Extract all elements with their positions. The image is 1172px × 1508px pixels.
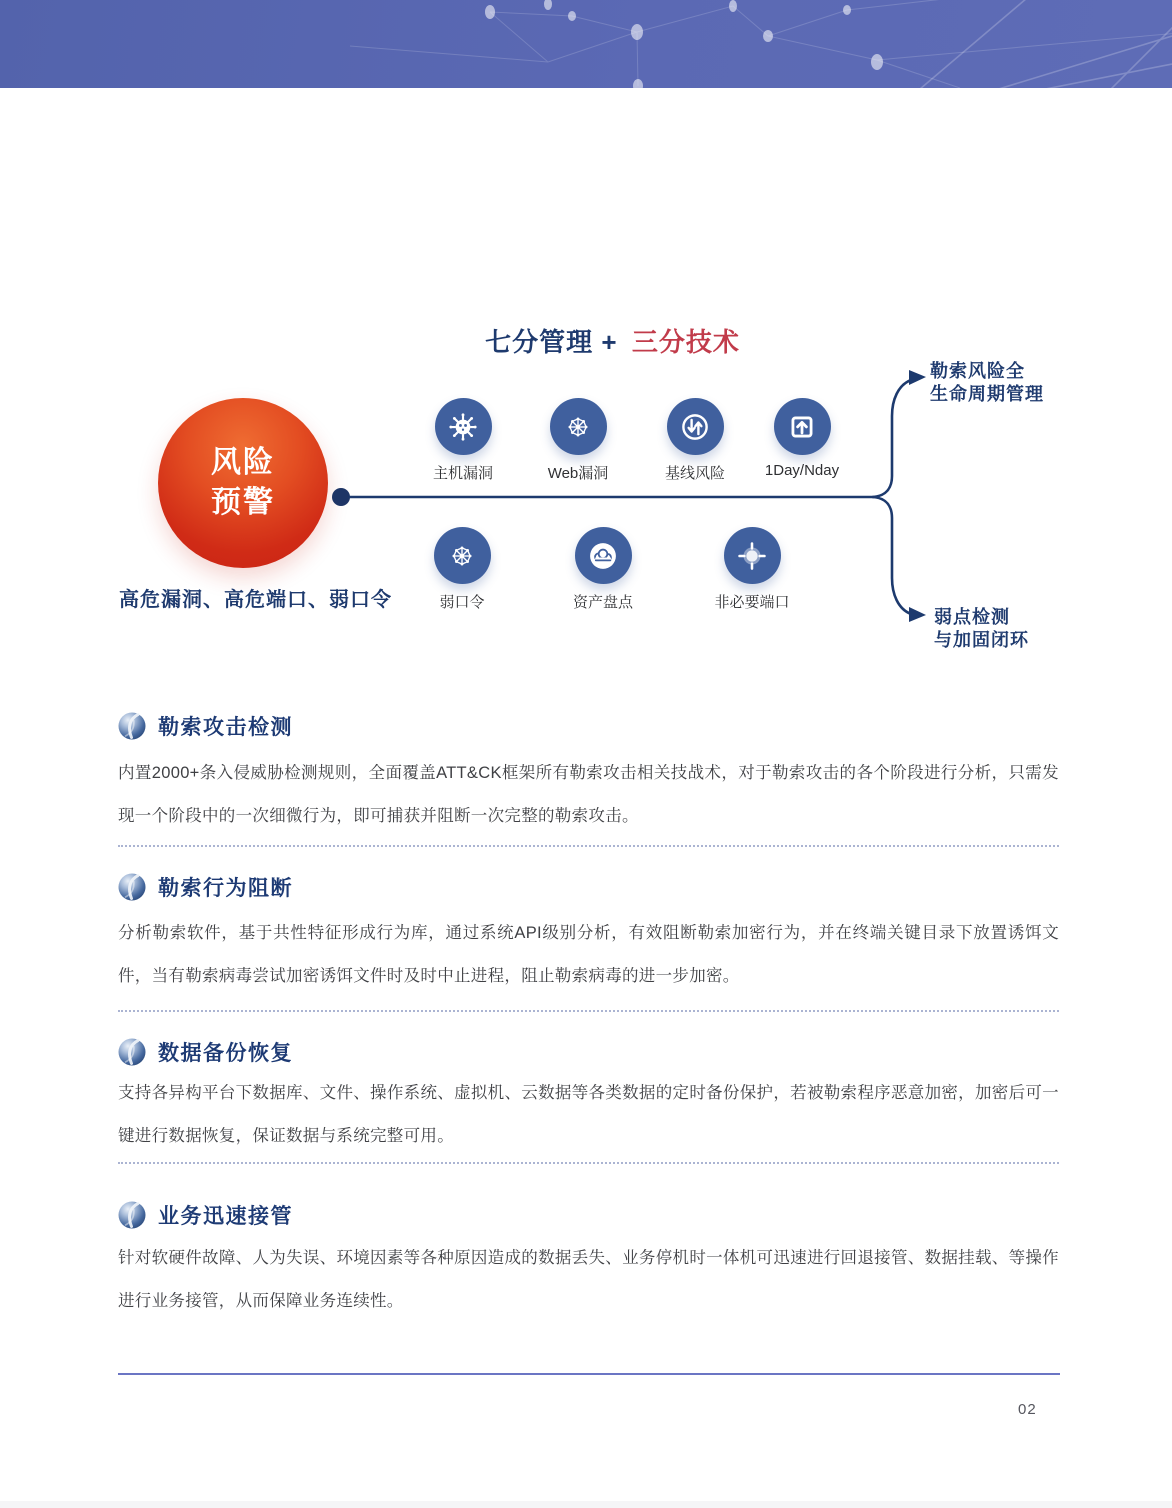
cloud-icon <box>575 527 632 584</box>
dotted-separator <box>118 1162 1059 1164</box>
hub-text-line2: 预警 <box>211 486 275 519</box>
network-pattern-decoration <box>0 0 1172 88</box>
footer-rule <box>118 1373 1060 1375</box>
diagram-item-host-vuln <box>415 398 511 483</box>
icon-label: Web漏洞 <box>547 465 609 482</box>
section-body: 内置2000+条入侵威胁检测规则，全面覆盖ATT&CK框架所有勒索攻击相关技战术，对于勒索攻击的各个阶段进行分析，只需发现一个阶段中的一次细微行为，即可捕获并阻断一次完整的勒索攻击。 <box>118 764 1059 825</box>
section-body: 分析勒索软件，基于共性特征形成行为库，通过系统API级别分析，有效阻断勒索加密行为，并在终端关键目录下放置诱饵文件，当有勒索病毒尝试加密诱饵文件时及时中止进程，阻止勒索病毒的进一步加密。 <box>118 924 1059 985</box>
section-title: 勒索行为阻断 <box>158 877 293 900</box>
web-mesh-icon <box>550 398 607 455</box>
bottom-edge-strip <box>0 1501 1172 1508</box>
icon-label: 非必要端口 <box>714 594 790 611</box>
page-number: 02 <box>1018 1401 1037 1418</box>
outcome-weakness-detection <box>934 606 1029 652</box>
section-title: 数据备份恢复 <box>158 1042 293 1065</box>
diagram-item-1day-nday <box>754 398 850 479</box>
box-up-arrow-icon <box>774 398 831 455</box>
swap-arrows-icon <box>667 398 724 455</box>
section-header-data-backup-recovery <box>117 1037 293 1067</box>
arrow-bottom-icon <box>909 607 926 622</box>
dotted-separator <box>118 1010 1059 1012</box>
risk-warning-hub <box>158 398 328 568</box>
arrow-top-icon <box>909 370 926 385</box>
icon-label: 弱口令 <box>439 594 485 611</box>
section-body: 支持各异构平台下数据库、文件、操作系统、虚拟机、云数据等各类数据的定时备份保护，若被勒索程序恶意加密，加密后可一键进行数据恢复，保证数据与系统完整可用。 <box>118 1084 1059 1145</box>
sphere-logo-icon <box>117 711 147 741</box>
icon-label: 基线风险 <box>664 465 725 482</box>
icon-label: 资产盘点 <box>572 594 633 611</box>
dotted-separator <box>118 845 1059 847</box>
mesh-icon <box>434 527 491 584</box>
sphere-logo-icon <box>117 1037 147 1067</box>
diagram-title <box>0 322 1172 359</box>
section-title: 业务迅速接管 <box>158 1205 293 1228</box>
header-banner <box>0 0 1172 88</box>
diagram-title-right: 三分技术 <box>631 327 740 357</box>
outcome-top-line1: 勒索风险全 <box>930 361 1025 381</box>
hub-caption: 高危漏洞、高危端口、弱口令 <box>119 589 392 611</box>
section-header-ransom-behavior-block <box>117 872 293 902</box>
virus-icon <box>435 398 492 455</box>
section-title: 勒索攻击检测 <box>158 716 293 739</box>
icon-label: 主机漏洞 <box>432 465 493 482</box>
diagram-item-asset-inventory <box>555 527 651 612</box>
hub-text-line1: 风险 <box>211 446 275 479</box>
diagram-title-left: 七分管理 + <box>485 327 618 357</box>
diagram-item-baseline-risk <box>647 398 743 483</box>
diagram-item-web-vuln <box>530 398 626 483</box>
sphere-logo-icon <box>117 872 147 902</box>
icon-label: 1Day/Nday <box>764 462 840 479</box>
section-header-ransom-attack-detection <box>117 711 293 741</box>
outcome-ransom-lifecycle <box>930 360 1044 406</box>
sphere-logo-icon <box>117 1200 147 1230</box>
outcome-bottom-line1: 弱点检测 <box>934 607 1010 627</box>
outcome-top-line2: 生命周期管理 <box>930 384 1044 404</box>
connector-dot <box>332 488 350 506</box>
section-body: 针对软硬件故障、人为失误、环境因素等各种原因造成的数据丢失、业务停机时一体机可迅速进行回退接管、数据挂载、等操作进行业务接管，从而保障业务连续性。 <box>118 1249 1059 1310</box>
diagram-item-weak-password <box>414 527 510 612</box>
section-header-business-takeover <box>117 1200 293 1230</box>
crosshair-icon <box>724 527 781 584</box>
outcome-bottom-line2: 与加固闭环 <box>934 630 1029 650</box>
diagram-item-unnecessary-ports <box>704 527 800 612</box>
